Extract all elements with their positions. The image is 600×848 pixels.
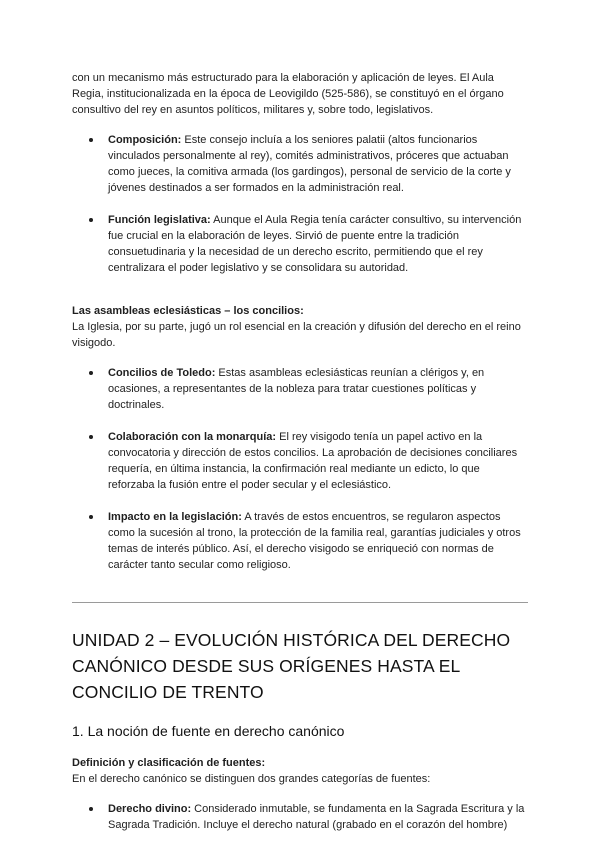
bullet-text: Estas asambleas eclesiásticas reunían a clérigos y, en ocasiones, a representantes de la nobleza para tratar cuestiones políticas y doctrinales. <box>108 367 485 411</box>
aula-regia-list <box>72 132 528 276</box>
fuentes-list <box>72 801 528 833</box>
bullet-text: Considerado inmutable, se fundamenta en la Sagrada Escritura y la Sagrada Tradición. Incluye el derecho natural (grabado en el corazón del hombre) <box>108 803 525 831</box>
unit-title: UNIDAD 2 – EVOLUCIÓN HISTÓRICA DEL DERECHO CANÓNICO DESDE SUS ORÍGENES HASTA EL CONCILIO DE TRENTO <box>72 630 511 702</box>
bullet-label: Impacto en la legislación: <box>108 511 242 523</box>
section-title: 1. La noción de fuente en derecho canónico <box>72 723 345 739</box>
definicion-heading: Definición y clasificación de fuentes: <box>72 757 266 769</box>
list-item-concilios-toledo <box>72 365 528 413</box>
bullet-label: Concilios de Toledo: <box>108 367 216 379</box>
section-divider <box>72 602 528 603</box>
list-item-composicion <box>72 132 528 196</box>
definicion-intro: En el derecho canónico se distinguen dos grandes categorías de fuentes: <box>72 773 431 785</box>
bullet-label: Colaboración con la monarquía: <box>108 431 277 443</box>
concilios-heading: Las asambleas eclesiásticas – los concilios: <box>72 305 304 317</box>
list-item-derecho-divino <box>72 801 528 833</box>
bullet-text: A través de estos encuentros, se regularon aspectos como la sucesión al trono, la protección de la familia real, garantías judiciales y otros temas de interés público. Así, el derecho visigodo se enriqueció con normas de carácter tanto secular como religioso. <box>108 511 521 571</box>
bullet-text: Este consejo incluía a los seniores palatii (altos funcionarios vinculados personalmente al rey), comités administrativos, próceres que actuaban como jueces, la comitiva armada (los gardingos), personal de servicio de la corte y jóvenes destinados a ser formados en la administración real. <box>108 134 511 194</box>
bullet-text: Aunque el Aula Regia tenía carácter consultivo, su intervención fue crucial en la elaboración de leyes. Sirvió de puente entre la tradición consuetudinaria y la necesidad de un derecho escrito, permitiendo que el rey centralizara el poder legislativo y se consolidara su autoridad. <box>108 214 522 274</box>
concilios-list <box>72 365 528 573</box>
list-item-funcion-legislativa <box>72 212 528 276</box>
concilios-intro: La Iglesia, por su parte, jugó un rol esencial en la creación y difusión del derecho en el reino visigodo. <box>72 321 521 349</box>
bullet-text: El rey visigodo tenía un papel activo en la convocatoria y dirección de estos concilios. La aprobación de decisiones conciliares requería, en última instancia, la confirmación real mediante un edicto, lo que reforzaba la fusión entre el poder secular y el eclesiástico. <box>108 431 518 491</box>
bullet-label: Composición: <box>108 134 182 146</box>
list-item-colaboracion-monarquia <box>72 429 528 493</box>
bullet-label: Función legislativa: <box>108 214 211 226</box>
top-paragraph: con un mecanismo más estructurado para la elaboración y aplicación de leyes. El Aula Regia, institucionalizada en la época de Leovigildo (525-586), se constituyó en el órgano consultivo del rey en asuntos políticos, militares y, sobre todo, legislativos. <box>72 72 504 116</box>
bullet-label: Derecho divino: <box>108 803 192 815</box>
list-item-impacto-legislacion <box>72 509 528 573</box>
